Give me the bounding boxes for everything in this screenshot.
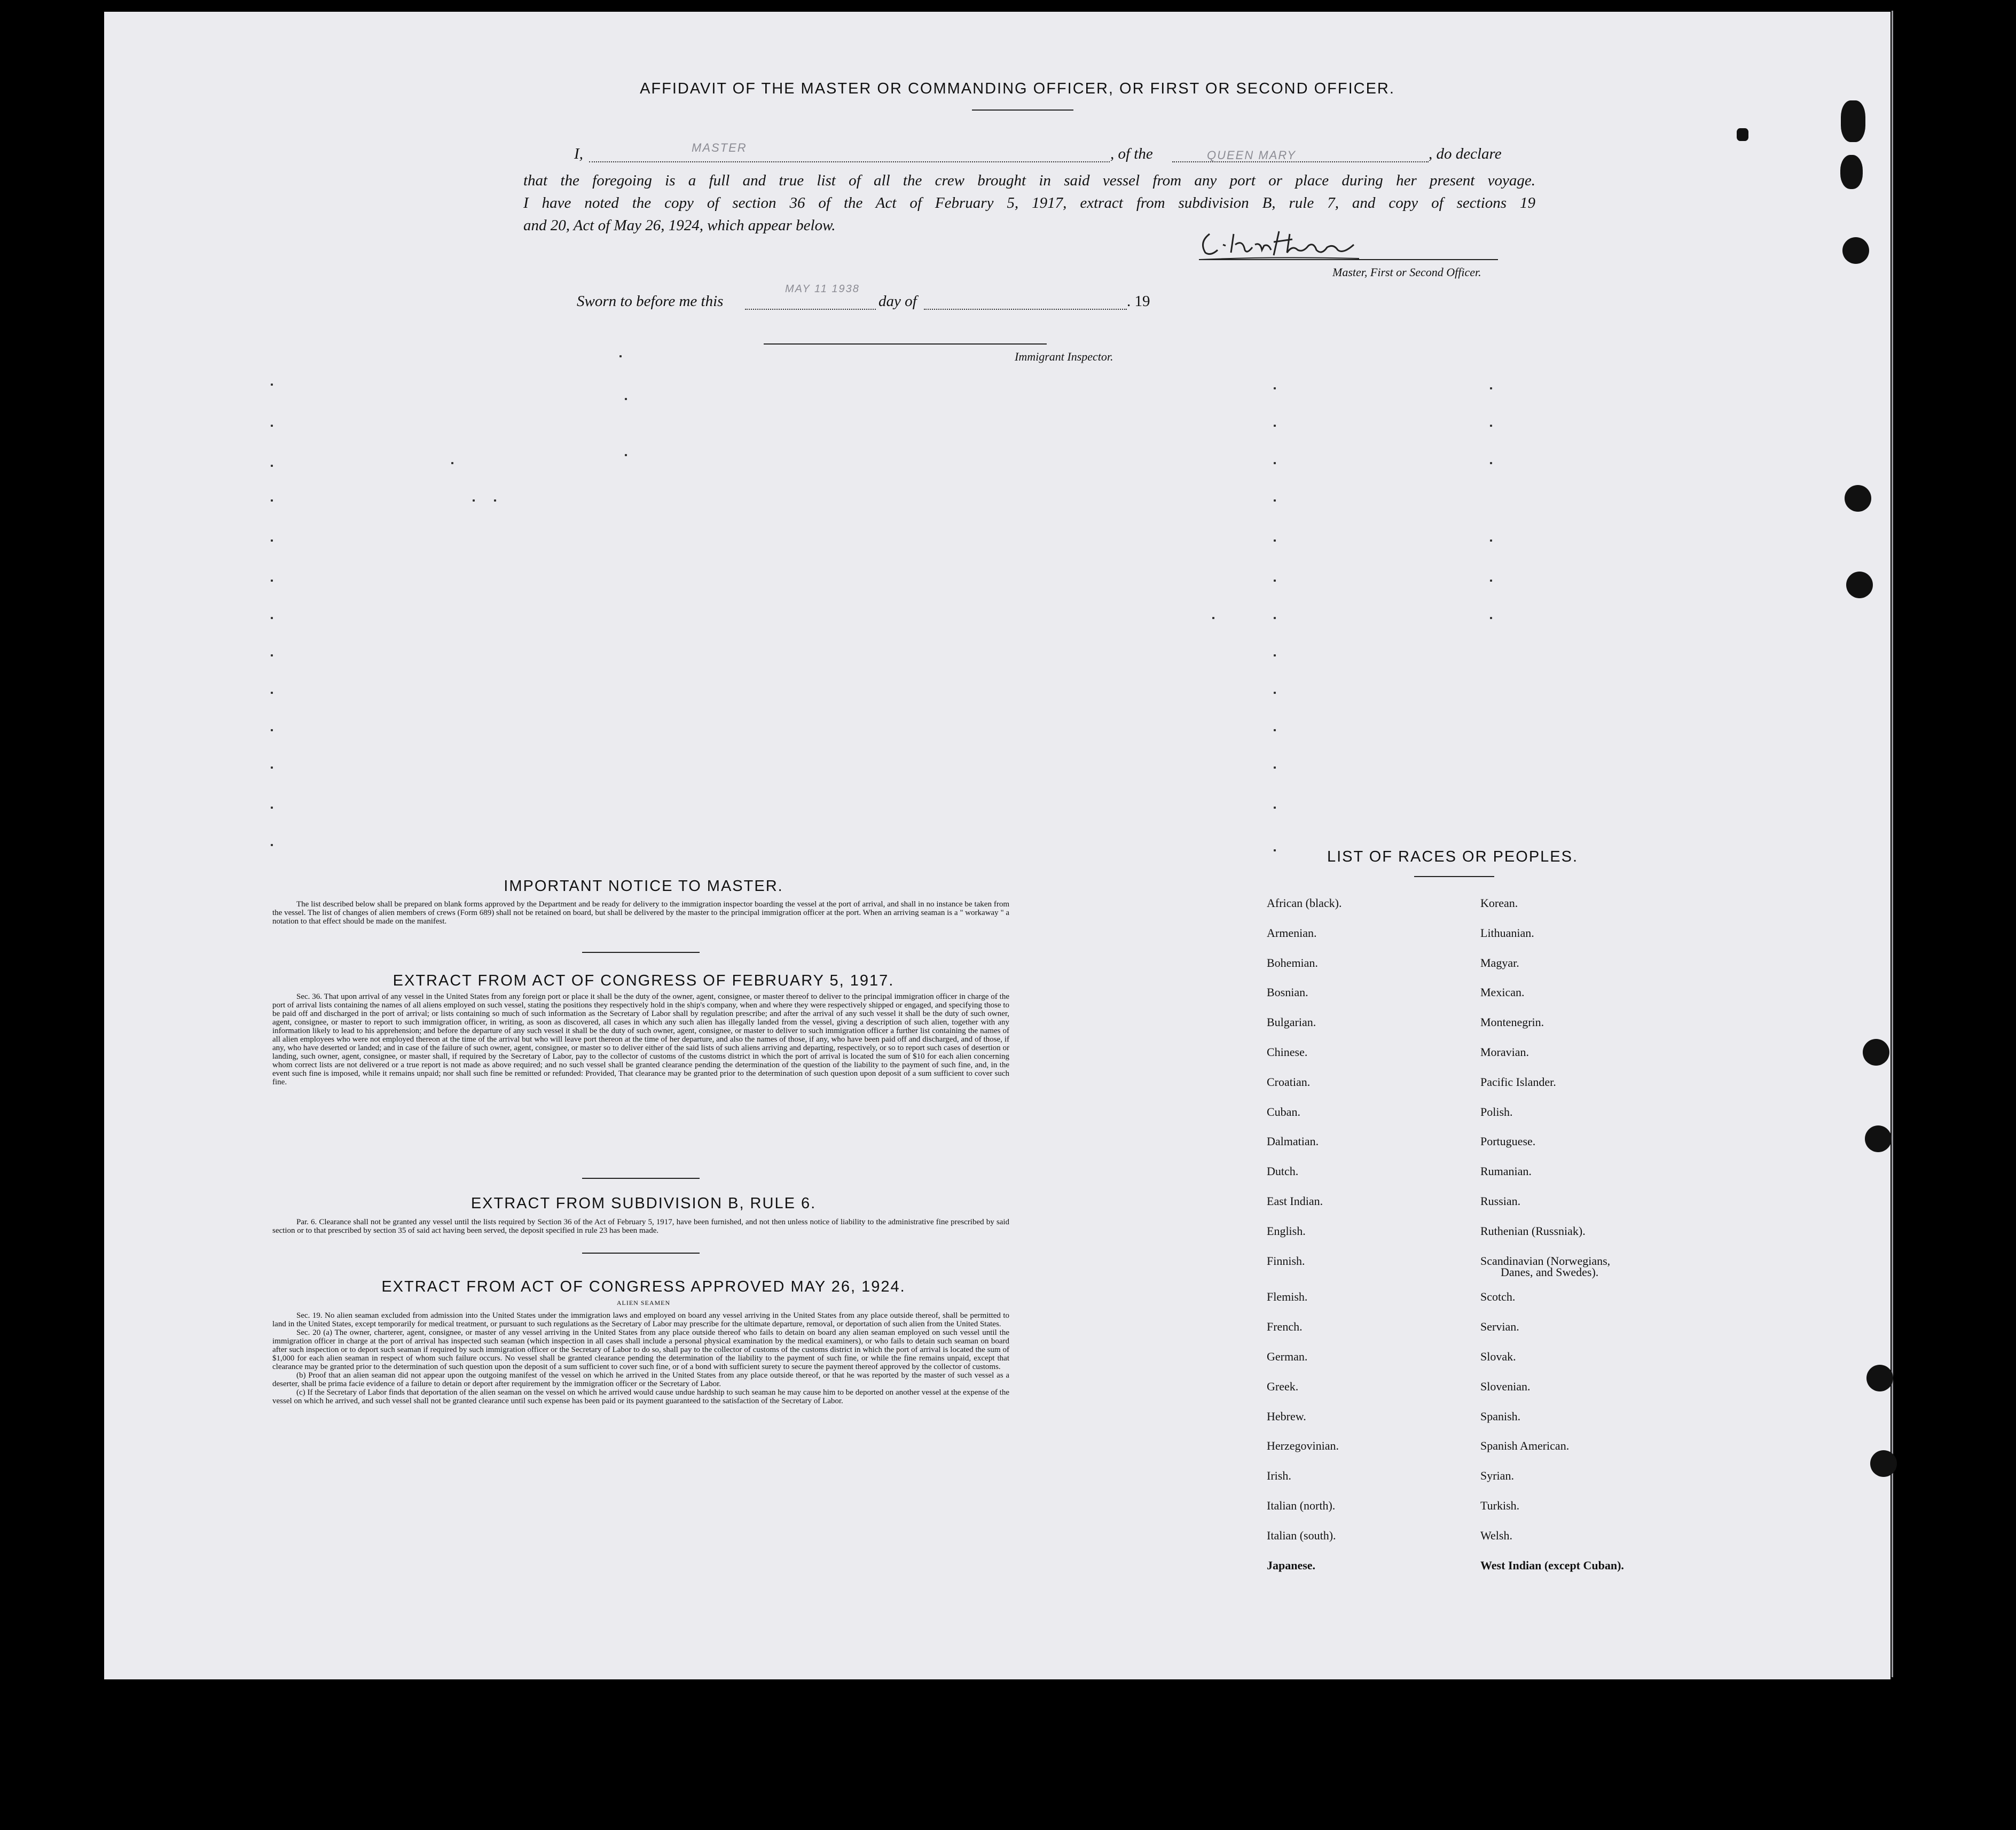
- race-item: Irish.: [1267, 1469, 1291, 1482]
- do-declare-text: , do declare: [1429, 145, 1502, 162]
- race-item: Hebrew.: [1267, 1410, 1306, 1423]
- race-item: Croatian.: [1267, 1075, 1311, 1089]
- subdivision-text: Par. 6. Clearance shall not be granted any vessel until the lists required by Section 36 of the Act of February 5, 1917, have been furnished, and not then unless notice of liability to the administrative fine prescribed by said section or to that prescribed by section 35 of said act having been served, the deposit specified in rule 23 has been made.: [272, 1218, 1009, 1235]
- extract-1924-body: [272, 1311, 1009, 1405]
- race-item: Moravian.: [1480, 1045, 1529, 1059]
- master-stamp: MASTER: [692, 141, 747, 154]
- sworn-line: [577, 283, 1164, 319]
- race-item: Spanish American.: [1480, 1439, 1570, 1452]
- of-the-text: , of the: [1110, 145, 1153, 162]
- scandinavian-continuation: Danes, and Swedes).: [1501, 1265, 1599, 1279]
- section-20b-text: (b) Proof that an alien seaman did not appear upon the outgoing manifest of the vessel on which he arrived in the United States from any place outside thereof, or that he was reported by the master of such vessel as a deserter, shall be prima facie evidence of a failure to detain or deport after requirement by the immigration officer or the Secretary of Labor.: [272, 1371, 1009, 1388]
- affidavit-line-1: [574, 141, 1535, 172]
- race-item: Herzegovinian.: [1267, 1439, 1339, 1452]
- punch-hole: [1863, 1039, 1889, 1066]
- affidavit-line-3: I have noted the copy of section 36 of the Act of February 5, 1917, extract from subdivision B, rule 7, and copy of sections 19: [523, 194, 1535, 212]
- subdivision-title: EXTRACT FROM SUBDIVISION B, RULE 6.: [470, 1195, 817, 1212]
- race-item: Bulgarian.: [1267, 1015, 1316, 1029]
- extract-1917-title: EXTRACT FROM ACT OF CONGRESS OF FEBRUARY 5, 1917.: [393, 972, 895, 989]
- subdivision-divider: [582, 1253, 700, 1254]
- punch-hole: [1841, 100, 1865, 142]
- extract-1924-title: EXTRACT FROM ACT OF CONGRESS APPROVED MAY 26, 1924.: [381, 1278, 906, 1295]
- race-item: African (black).: [1267, 896, 1342, 910]
- races-divider: [1414, 876, 1494, 877]
- race-item: Korean.: [1480, 896, 1518, 910]
- punch-hole: [1840, 155, 1863, 189]
- race-item: Magyar.: [1480, 956, 1519, 969]
- race-item: Flemish.: [1267, 1290, 1308, 1303]
- race-item: Russian.: [1480, 1194, 1521, 1208]
- race-item: Bosnian.: [1267, 986, 1308, 999]
- race-item: Spanish.: [1480, 1410, 1521, 1423]
- race-item: Syrian.: [1480, 1469, 1514, 1482]
- race-item: German.: [1267, 1350, 1308, 1363]
- punch-hole: [1846, 572, 1873, 598]
- punch-hole: [1737, 128, 1748, 141]
- punch-hole: [1842, 237, 1869, 264]
- race-item: Finnish.: [1267, 1254, 1305, 1268]
- race-item: Dutch.: [1267, 1164, 1299, 1178]
- inspector-line: [764, 343, 1047, 345]
- extract-1917-text: Sec. 36. That upon arrival of any vessel in the United States from any foreign port or place it shall be the duty of the owner, agent, consignee, or master thereof to deliver to the principal immigration officer in charge of the port of arrival lists containing the names of all aliens employed on such vessel, stating the positions they respectively hold in the ship's company, when and where they were respectively shipped or engaged, and specifying those to be paid off and discharged in the port of arrival; or lists containing so much of such information as the Secretary of Labor shall by regulation prescribe; and after the arrival of any such vessel it shall be the duty of such owner, agent, consignee, or master to report to such immigration officer, in writing, as soon as discovered, all cases in which any such alien has illegally landed from the vessel, giving a description of such alien, together with any information likely to lead to his apprehension; and before the departure of any such vessel it shall be the duty of such owner, agent, consignee, or master to deliver to such immigration officer a further list containing the names of all alien employees who were not employed thereon at the time of the arrival but who will leave port thereon at the time of her departure, and also the names of those, if any, who have been paid off and discharged, and of those, if any, who have deserted or landed; and in case of the failure of such owner, agent, consignee, or master so to deliver either of the said lists of such aliens arriving and departing, respectively, or so to report such cases of desertion or landing, such owner, agent, consignee, or master shall, if required by the Secretary of Labor, pay to the collector of customs of the customs district in which the port of arrival is located the sum of $10 for each alien concerning whom correct lists are not delivered or a true report is not made as above required; and no such vessel shall be granted clearance pending the determination of the question of the liability to the payment of such fine, and, in the event such fine is imposed, while it remains unpaid; nor shall such fine be remitted or refunded: Provided, That clearance may be granted prior to the determination of such question upon deposit of a sum sufficient to cover such fine.: [272, 992, 1009, 1086]
- notice-divider: [582, 952, 700, 953]
- race-item: English.: [1267, 1224, 1306, 1238]
- race-item: Scandinavian (Norwegians,: [1480, 1254, 1611, 1268]
- signature-line: [1199, 259, 1498, 260]
- race-item: Turkish.: [1480, 1499, 1520, 1512]
- race-item: Lithuanian.: [1480, 926, 1534, 940]
- race-item: Cuban.: [1267, 1105, 1300, 1119]
- race-item: Mexican.: [1480, 986, 1525, 999]
- alien-seamen-subtitle: ALIEN SEAMEN: [616, 1299, 671, 1307]
- year-prefix: . 19: [1127, 293, 1150, 310]
- day-of-text: day of: [878, 293, 917, 310]
- race-item: Italian (north).: [1267, 1499, 1336, 1512]
- race-item: Bohemian.: [1267, 956, 1318, 969]
- race-item: Slovak.: [1480, 1350, 1516, 1363]
- i-prefix: I,: [574, 145, 583, 162]
- race-item: French.: [1267, 1320, 1303, 1333]
- vessel-stamp: QUEEN MARY: [1207, 148, 1297, 162]
- race-item: Slovenian.: [1480, 1380, 1531, 1393]
- race-item: Scotch.: [1480, 1290, 1516, 1303]
- affidavit-title: AFFIDAVIT OF THE MASTER OR COMMANDING OFFICER, OR FIRST OR SECOND OFFICER.: [640, 80, 1395, 97]
- punch-hole: [1870, 1450, 1897, 1477]
- race-item: East Indian.: [1267, 1194, 1323, 1208]
- punch-hole: [1845, 485, 1871, 512]
- sworn-prefix: Sworn to before me this: [577, 293, 724, 310]
- section-19-text: Sec. 19. No alien seaman excluded from admission into the United States under the immigration laws and employed on board any vessel arriving in the United States from any place outside thereof, shall be permitted to land in the United States, except temporarily for medical treatment, or pursuant to such regulations as the Secretary of Labor may prescribe for the ultimate departure, removal, or deportation of such alien from the United States.: [272, 1311, 1009, 1328]
- title-divider: [972, 110, 1073, 111]
- race-item: West Indian (except Cuban).: [1480, 1559, 1624, 1572]
- race-item: Welsh.: [1480, 1529, 1512, 1542]
- race-item: Greek.: [1267, 1380, 1299, 1393]
- race-item: Ruthenian (Russniak).: [1480, 1224, 1586, 1238]
- date-stamp: MAY 11 1938: [785, 283, 860, 295]
- section-20a-text: Sec. 20 (a) The owner, charterer, agent, consignee, or master of any vessel arriving in the United States from any place outside thereof who fails to detain on board any alien seaman employed on such vessel until the immigration officer in charge at the port of arrival has inspected such seaman (which inspection in all cases shall include a personal physical examination by the medical examiners), or who fails to detain such seaman on board after such inspection or to deport such seaman if required by such immigration officer or the Secretary of Labor to do so, shall pay to the collector of customs of the customs district in which the port of arrival is located the sum of $1,000 for each alien seaman in respect of whom such failure occurs. No vessel shall be granted clearance pending the determination of the liability to the payment of such fine, or while the fine remains unpaid, except that clearance may be granted prior to the determination of such question upon the deposit of a sum sufficient to cover such fine, or of a bond with sufficient surety to secure the payment thereof approved by the collector of customs.: [272, 1328, 1009, 1371]
- race-item: Japanese.: [1267, 1559, 1316, 1572]
- races-title: LIST OF RACES OR PEOPLES.: [1327, 848, 1579, 865]
- race-item: Armenian.: [1267, 926, 1317, 940]
- race-item: Italian (south).: [1267, 1529, 1336, 1542]
- day-blank: [745, 309, 876, 310]
- page-edge: [1892, 11, 1893, 1677]
- notice-title: IMPORTANT NOTICE TO MASTER.: [504, 878, 783, 895]
- punch-hole: [1866, 1365, 1893, 1391]
- race-item: Polish.: [1480, 1105, 1513, 1119]
- extract-1917-divider: [582, 1178, 700, 1179]
- month-blank: [924, 309, 1127, 310]
- race-item: Portuguese.: [1480, 1135, 1536, 1148]
- race-item: Servian.: [1480, 1320, 1519, 1333]
- document-page: [104, 12, 1891, 1679]
- race-item: Chinese.: [1267, 1045, 1308, 1059]
- race-item: Pacific Islander.: [1480, 1075, 1556, 1089]
- race-item: Rumanian.: [1480, 1164, 1532, 1178]
- race-item: Montenegrin.: [1480, 1015, 1544, 1029]
- affidavit-line-4: and 20, Act of May 26, 1924, which appear below.: [523, 217, 836, 234]
- affidavit-line-2: that the foregoing is a full and true list of all the crew brought in said vessel from any port or place during her present voyage.: [523, 172, 1535, 189]
- race-item: Dalmatian.: [1267, 1135, 1319, 1148]
- section-20c-text: (c) If the Secretary of Labor finds that deportation of the alien seaman on the vessel on which he arrived would cause undue hardship to such seaman he may cause him to be deported on another vessel at the expense of the vessel on which he arrived, and such vessel shall not be granted clearance until such expense has been paid or its payment guaranteed to the satisfaction of the Secretary of Labor.: [272, 1388, 1009, 1405]
- name-blank: [589, 161, 1110, 162]
- punch-hole: [1865, 1125, 1892, 1152]
- notice-text: The list described below shall be prepared on blank forms approved by the Department and be ready for delivery to the immigration inspector boarding the vessel at the port of arrival, and shall in no instance be taken from the vessel. The list of changes of alien members of crews (Form 689) shall not be retained on board, but shall be delivered by the master to the principal immigration officer at the port. When an arriving seaman is a " workaway " a notation to that effect should be made on the manifest.: [272, 900, 1009, 926]
- inspector-caption: Immigrant Inspector.: [1015, 350, 1113, 363]
- signature-caption: Master, First or Second Officer.: [1332, 265, 1481, 279]
